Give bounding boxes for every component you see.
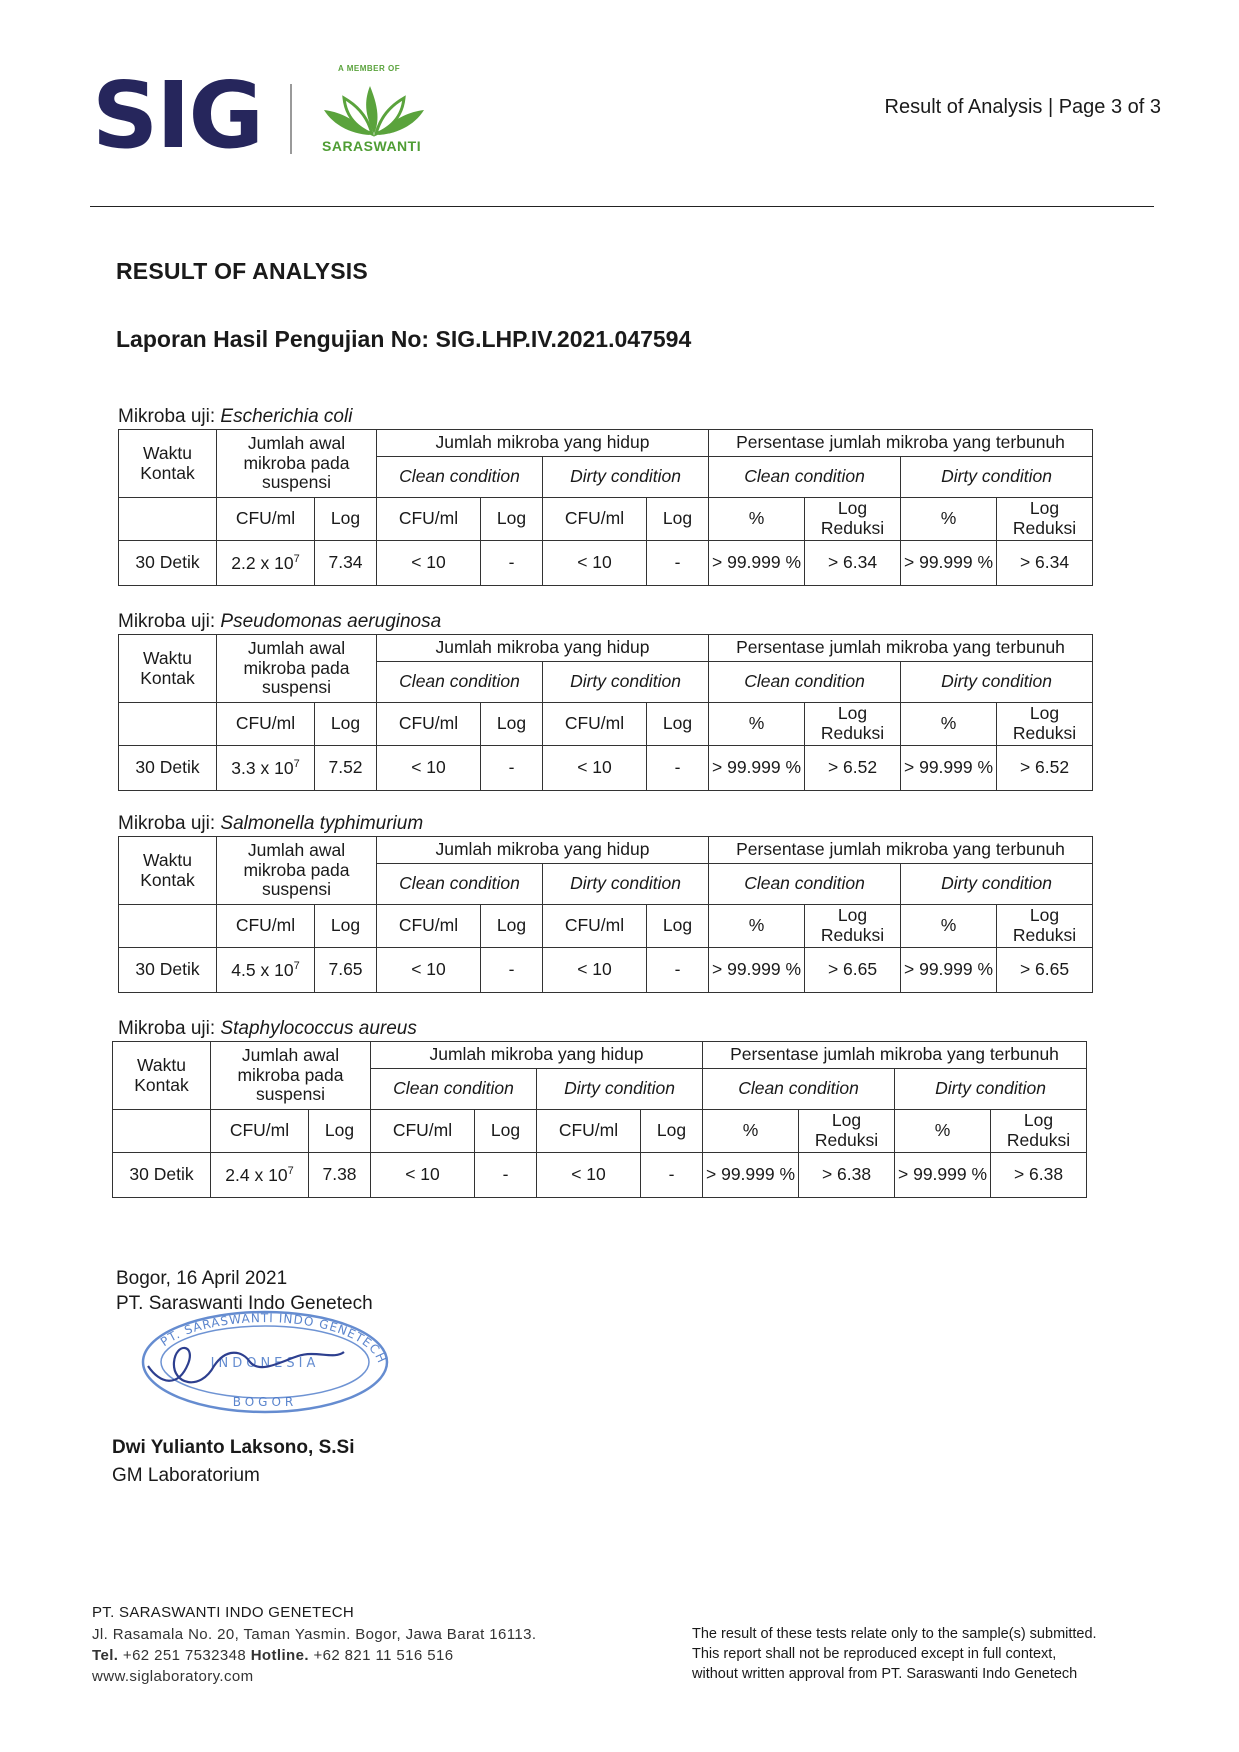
header-dirty-log: Log — [647, 498, 709, 541]
header-dirty-cfu: CFU/ml — [543, 703, 647, 746]
header-persentase-terbunuh: Persentase jumlah mikroba yang terbunuh — [709, 430, 1093, 457]
header-cfu: CFU/ml — [217, 905, 315, 948]
header-divider — [90, 206, 1154, 207]
header-waktu-kontak: Waktu Kontak — [119, 837, 217, 905]
header-jumlah-awal: Jumlah awal mikroba pada suspensi — [217, 635, 377, 703]
header-dirty-terbunuh: Dirty condition — [895, 1069, 1087, 1110]
footer-disclaimer-3: without written approval from PT. Saraswanti Indo Genetech — [692, 1666, 1078, 1682]
header-dirty-cfu: CFU/ml — [543, 498, 647, 541]
footer-website[interactable]: www.siglaboratory.com — [92, 1668, 254, 1685]
stamp-bottom-text: BOGOR — [232, 1395, 298, 1409]
cell-initial-cfu — [217, 541, 315, 586]
page-title: RESULT OF ANALYSIS — [116, 258, 368, 284]
header-dirty-log-reduksi: Log Reduksi — [997, 905, 1093, 948]
header-jumlah-hidup: Jumlah mikroba yang hidup — [377, 635, 709, 662]
header-waktu-blank — [119, 905, 217, 948]
header-clean-hidup: Clean condition — [377, 662, 543, 703]
header-dirty-cfu: CFU/ml — [537, 1110, 641, 1153]
cell-dirty-log: - — [647, 948, 709, 993]
header-dirty-log-reduksi: Log Reduksi — [997, 498, 1093, 541]
footer-contacts — [92, 1647, 453, 1664]
cell-dirty-percent: > 99.999 % — [895, 1153, 991, 1198]
cell-dirty-percent: > 99.999 % — [901, 948, 997, 993]
footer-company: PT. SARASWANTI INDO GENETECH — [92, 1604, 355, 1621]
header-log: Log — [315, 905, 377, 948]
cell-initial-log: 7.52 — [315, 746, 377, 791]
cell-clean-log: - — [481, 541, 543, 586]
company-stamp — [130, 1304, 400, 1414]
cell-waktu: 30 Detik — [119, 948, 217, 993]
header-cfu: CFU/ml — [217, 498, 315, 541]
header-dirty-percent: % — [895, 1110, 991, 1153]
stamp-top-text: PT. SARASWANTI INDO GENETECH — [157, 1311, 390, 1366]
cell-clean-log: - — [481, 746, 543, 791]
cell-clean-cfu: < 10 — [377, 948, 481, 993]
header-clean-cfu: CFU/ml — [371, 1110, 475, 1153]
header-dirty-log-reduksi: Log Reduksi — [991, 1110, 1087, 1153]
cfu-exponent: 7 — [293, 959, 300, 972]
header-waktu-kontak: Waktu Kontak — [119, 635, 217, 703]
page-info: Result of Analysis | Page 3 of 3 — [884, 96, 1161, 118]
result-table — [118, 429, 1093, 586]
saraswanti-brand-text: SARASWANTI — [322, 138, 422, 154]
header-jumlah-hidup: Jumlah mikroba yang hidup — [377, 430, 709, 457]
logo-divider — [290, 84, 292, 154]
cell-clean-percent: > 99.999 % — [709, 541, 805, 586]
header-cfu: CFU/ml — [217, 703, 315, 746]
header-jumlah-awal: Jumlah awal mikroba pada suspensi — [217, 837, 377, 905]
header-clean-log: Log — [481, 905, 543, 948]
header-jumlah-hidup: Jumlah mikroba yang hidup — [371, 1042, 703, 1069]
cell-clean-log-reduksi: > 6.34 — [805, 541, 901, 586]
cfu-exponent: 7 — [293, 757, 300, 770]
header-dirty-hidup: Dirty condition — [543, 864, 709, 905]
cfu-base: 2.4 x 10 — [225, 1164, 288, 1185]
header-persentase-terbunuh: Persentase jumlah mikroba yang terbunuh — [709, 635, 1093, 662]
header-clean-cfu: CFU/ml — [377, 905, 481, 948]
organism-name: Staphylococcus aureus — [220, 1018, 417, 1039]
header-clean-percent: % — [703, 1110, 799, 1153]
header-clean-hidup: Clean condition — [377, 864, 543, 905]
mikroba-label — [118, 611, 441, 633]
cell-clean-cfu: < 10 — [377, 746, 481, 791]
cell-clean-percent: > 99.999 % — [709, 948, 805, 993]
header-clean-log: Log — [481, 703, 543, 746]
cell-dirty-log-reduksi: > 6.65 — [997, 948, 1093, 993]
header-dirty-hidup: Dirty condition — [543, 457, 709, 498]
header-clean-terbunuh: Clean condition — [709, 864, 901, 905]
header-dirty-hidup: Dirty condition — [537, 1069, 703, 1110]
header-waktu-kontak: Waktu Kontak — [119, 430, 217, 498]
cell-dirty-cfu: < 10 — [543, 541, 647, 586]
cell-waktu: 30 Detik — [119, 541, 217, 586]
header-log: Log — [309, 1110, 371, 1153]
cell-initial-log: 7.65 — [315, 948, 377, 993]
header-dirty-terbunuh: Dirty condition — [901, 662, 1093, 703]
table-row — [113, 1153, 1087, 1198]
cell-waktu: 30 Detik — [119, 746, 217, 791]
cfu-exponent: 7 — [293, 552, 300, 565]
organism-name: Escherichia coli — [220, 406, 353, 427]
header-log: Log — [315, 498, 377, 541]
header-clean-cfu: CFU/ml — [377, 703, 481, 746]
cfu-base: 3.3 x 10 — [231, 757, 294, 778]
footer-disclaimer-1: The result of these tests relate only to the sample(s) submitted. — [692, 1626, 1097, 1642]
mikroba-label-prefix: Mikroba uji: — [118, 1018, 221, 1039]
cell-dirty-cfu: < 10 — [543, 746, 647, 791]
tel-label: Tel. — [92, 1647, 119, 1664]
cell-clean-log-reduksi: > 6.52 — [805, 746, 901, 791]
mikroba-label — [118, 813, 423, 835]
cell-clean-percent: > 99.999 % — [709, 746, 805, 791]
header-clean-percent: % — [709, 703, 805, 746]
header-jumlah-awal: Jumlah awal mikroba pada suspensi — [217, 430, 377, 498]
cell-initial-cfu — [217, 948, 315, 993]
cell-clean-log-reduksi: > 6.65 — [805, 948, 901, 993]
header-clean-log-reduksi: Log Reduksi — [805, 703, 901, 746]
header-dirty-log: Log — [647, 905, 709, 948]
header-clean-log-reduksi: Log Reduksi — [805, 498, 901, 541]
header-dirty-log-reduksi: Log Reduksi — [997, 703, 1093, 746]
header-clean-log-reduksi: Log Reduksi — [799, 1110, 895, 1153]
result-table — [118, 836, 1093, 993]
saraswanti-leaf-icon — [318, 80, 430, 138]
header-dirty-terbunuh: Dirty condition — [901, 864, 1093, 905]
footer-address: Jl. Rasamala No. 20, Taman Yasmin. Bogor, Jawa Barat 16113. — [92, 1626, 537, 1643]
cell-dirty-percent: > 99.999 % — [901, 746, 997, 791]
mikroba-label — [118, 1018, 417, 1040]
header-clean-log: Log — [475, 1110, 537, 1153]
header-jumlah-hidup: Jumlah mikroba yang hidup — [377, 837, 709, 864]
header-clean-terbunuh: Clean condition — [703, 1069, 895, 1110]
sig-logo: SIG — [92, 62, 263, 169]
report-number: Laporan Hasil Pengujian No: SIG.LHP.IV.2021.047594 — [116, 326, 692, 352]
cell-clean-log-reduksi: > 6.38 — [799, 1153, 895, 1198]
tel-number: +62 251 7532348 — [122, 1647, 247, 1664]
mikroba-label — [118, 406, 352, 428]
signing-company: PT. Saraswanti Indo Genetech — [116, 1293, 373, 1314]
header-log: Log — [315, 703, 377, 746]
header-dirty-log: Log — [641, 1110, 703, 1153]
header-dirty-percent: % — [901, 905, 997, 948]
result-table — [118, 634, 1093, 791]
header-waktu-blank — [119, 703, 217, 746]
signer-name: Dwi Yulianto Laksono, S.Si — [112, 1437, 355, 1458]
cell-clean-log: - — [481, 948, 543, 993]
cell-dirty-cfu: < 10 — [537, 1153, 641, 1198]
cfu-base: 4.5 x 10 — [231, 959, 294, 980]
header-dirty-percent: % — [901, 498, 997, 541]
cell-clean-log: - — [475, 1153, 537, 1198]
header-persentase-terbunuh: Persentase jumlah mikroba yang terbunuh — [703, 1042, 1087, 1069]
header-clean-hidup: Clean condition — [377, 457, 543, 498]
cfu-base: 2.2 x 10 — [231, 552, 294, 573]
cell-clean-cfu: < 10 — [371, 1153, 475, 1198]
header-dirty-log: Log — [647, 703, 709, 746]
cell-dirty-log: - — [647, 541, 709, 586]
footer-disclaimer-2: This report shall not be reproduced except in full context, — [692, 1646, 1057, 1662]
organism-name: Pseudomonas aeruginosa — [220, 611, 442, 632]
result-table — [112, 1041, 1087, 1198]
signer-role: GM Laboratorium — [112, 1465, 260, 1486]
header-clean-log-reduksi: Log Reduksi — [805, 905, 901, 948]
cell-clean-cfu: < 10 — [377, 541, 481, 586]
header-clean-terbunuh: Clean condition — [709, 662, 901, 703]
cell-dirty-log: - — [641, 1153, 703, 1198]
table-row — [119, 746, 1093, 791]
table-row — [119, 541, 1093, 586]
header-clean-hidup: Clean condition — [371, 1069, 537, 1110]
header-waktu-blank — [119, 498, 217, 541]
cell-initial-log: 7.34 — [315, 541, 377, 586]
header-persentase-terbunuh: Persentase jumlah mikroba yang terbunuh — [709, 837, 1093, 864]
header-clean-log: Log — [481, 498, 543, 541]
header-clean-cfu: CFU/ml — [377, 498, 481, 541]
hotline-number: +62 821 11 516 516 — [313, 1647, 454, 1664]
cell-dirty-percent: > 99.999 % — [901, 541, 997, 586]
cell-initial-log: 7.38 — [309, 1153, 371, 1198]
table-row — [119, 948, 1093, 993]
header-waktu-kontak: Waktu Kontak — [113, 1042, 211, 1110]
header-dirty-terbunuh: Dirty condition — [901, 457, 1093, 498]
header-dirty-cfu: CFU/ml — [543, 905, 647, 948]
mikroba-label-prefix: Mikroba uji: — [118, 406, 221, 427]
header-clean-percent: % — [709, 498, 805, 541]
stamp-middle-text: INDONESIA — [210, 1356, 320, 1371]
cell-waktu: 30 Detik — [113, 1153, 211, 1198]
mikroba-label-prefix: Mikroba uji: — [118, 611, 221, 632]
mikroba-label-prefix: Mikroba uji: — [118, 813, 221, 834]
header-clean-percent: % — [709, 905, 805, 948]
cell-dirty-log-reduksi: > 6.34 — [997, 541, 1093, 586]
place-date: Bogor, 16 April 2021 — [116, 1268, 288, 1289]
cell-dirty-log: - — [647, 746, 709, 791]
cell-initial-cfu — [217, 746, 315, 791]
hotline-label: Hotline. — [250, 1647, 309, 1664]
header-waktu-blank — [113, 1110, 211, 1153]
cell-clean-percent: > 99.999 % — [703, 1153, 799, 1198]
cfu-exponent: 7 — [287, 1164, 294, 1177]
cell-dirty-log-reduksi: > 6.52 — [997, 746, 1093, 791]
header-jumlah-awal: Jumlah awal mikroba pada suspensi — [211, 1042, 371, 1110]
organism-name: Salmonella typhimurium — [220, 813, 424, 834]
cell-dirty-log-reduksi: > 6.38 — [991, 1153, 1087, 1198]
header-dirty-percent: % — [901, 703, 997, 746]
header-dirty-hidup: Dirty condition — [543, 662, 709, 703]
member-of-label: A MEMBER OF — [338, 64, 401, 73]
header-clean-terbunuh: Clean condition — [709, 457, 901, 498]
header-cfu: CFU/ml — [211, 1110, 309, 1153]
cell-initial-cfu — [211, 1153, 309, 1198]
cell-dirty-cfu: < 10 — [543, 948, 647, 993]
